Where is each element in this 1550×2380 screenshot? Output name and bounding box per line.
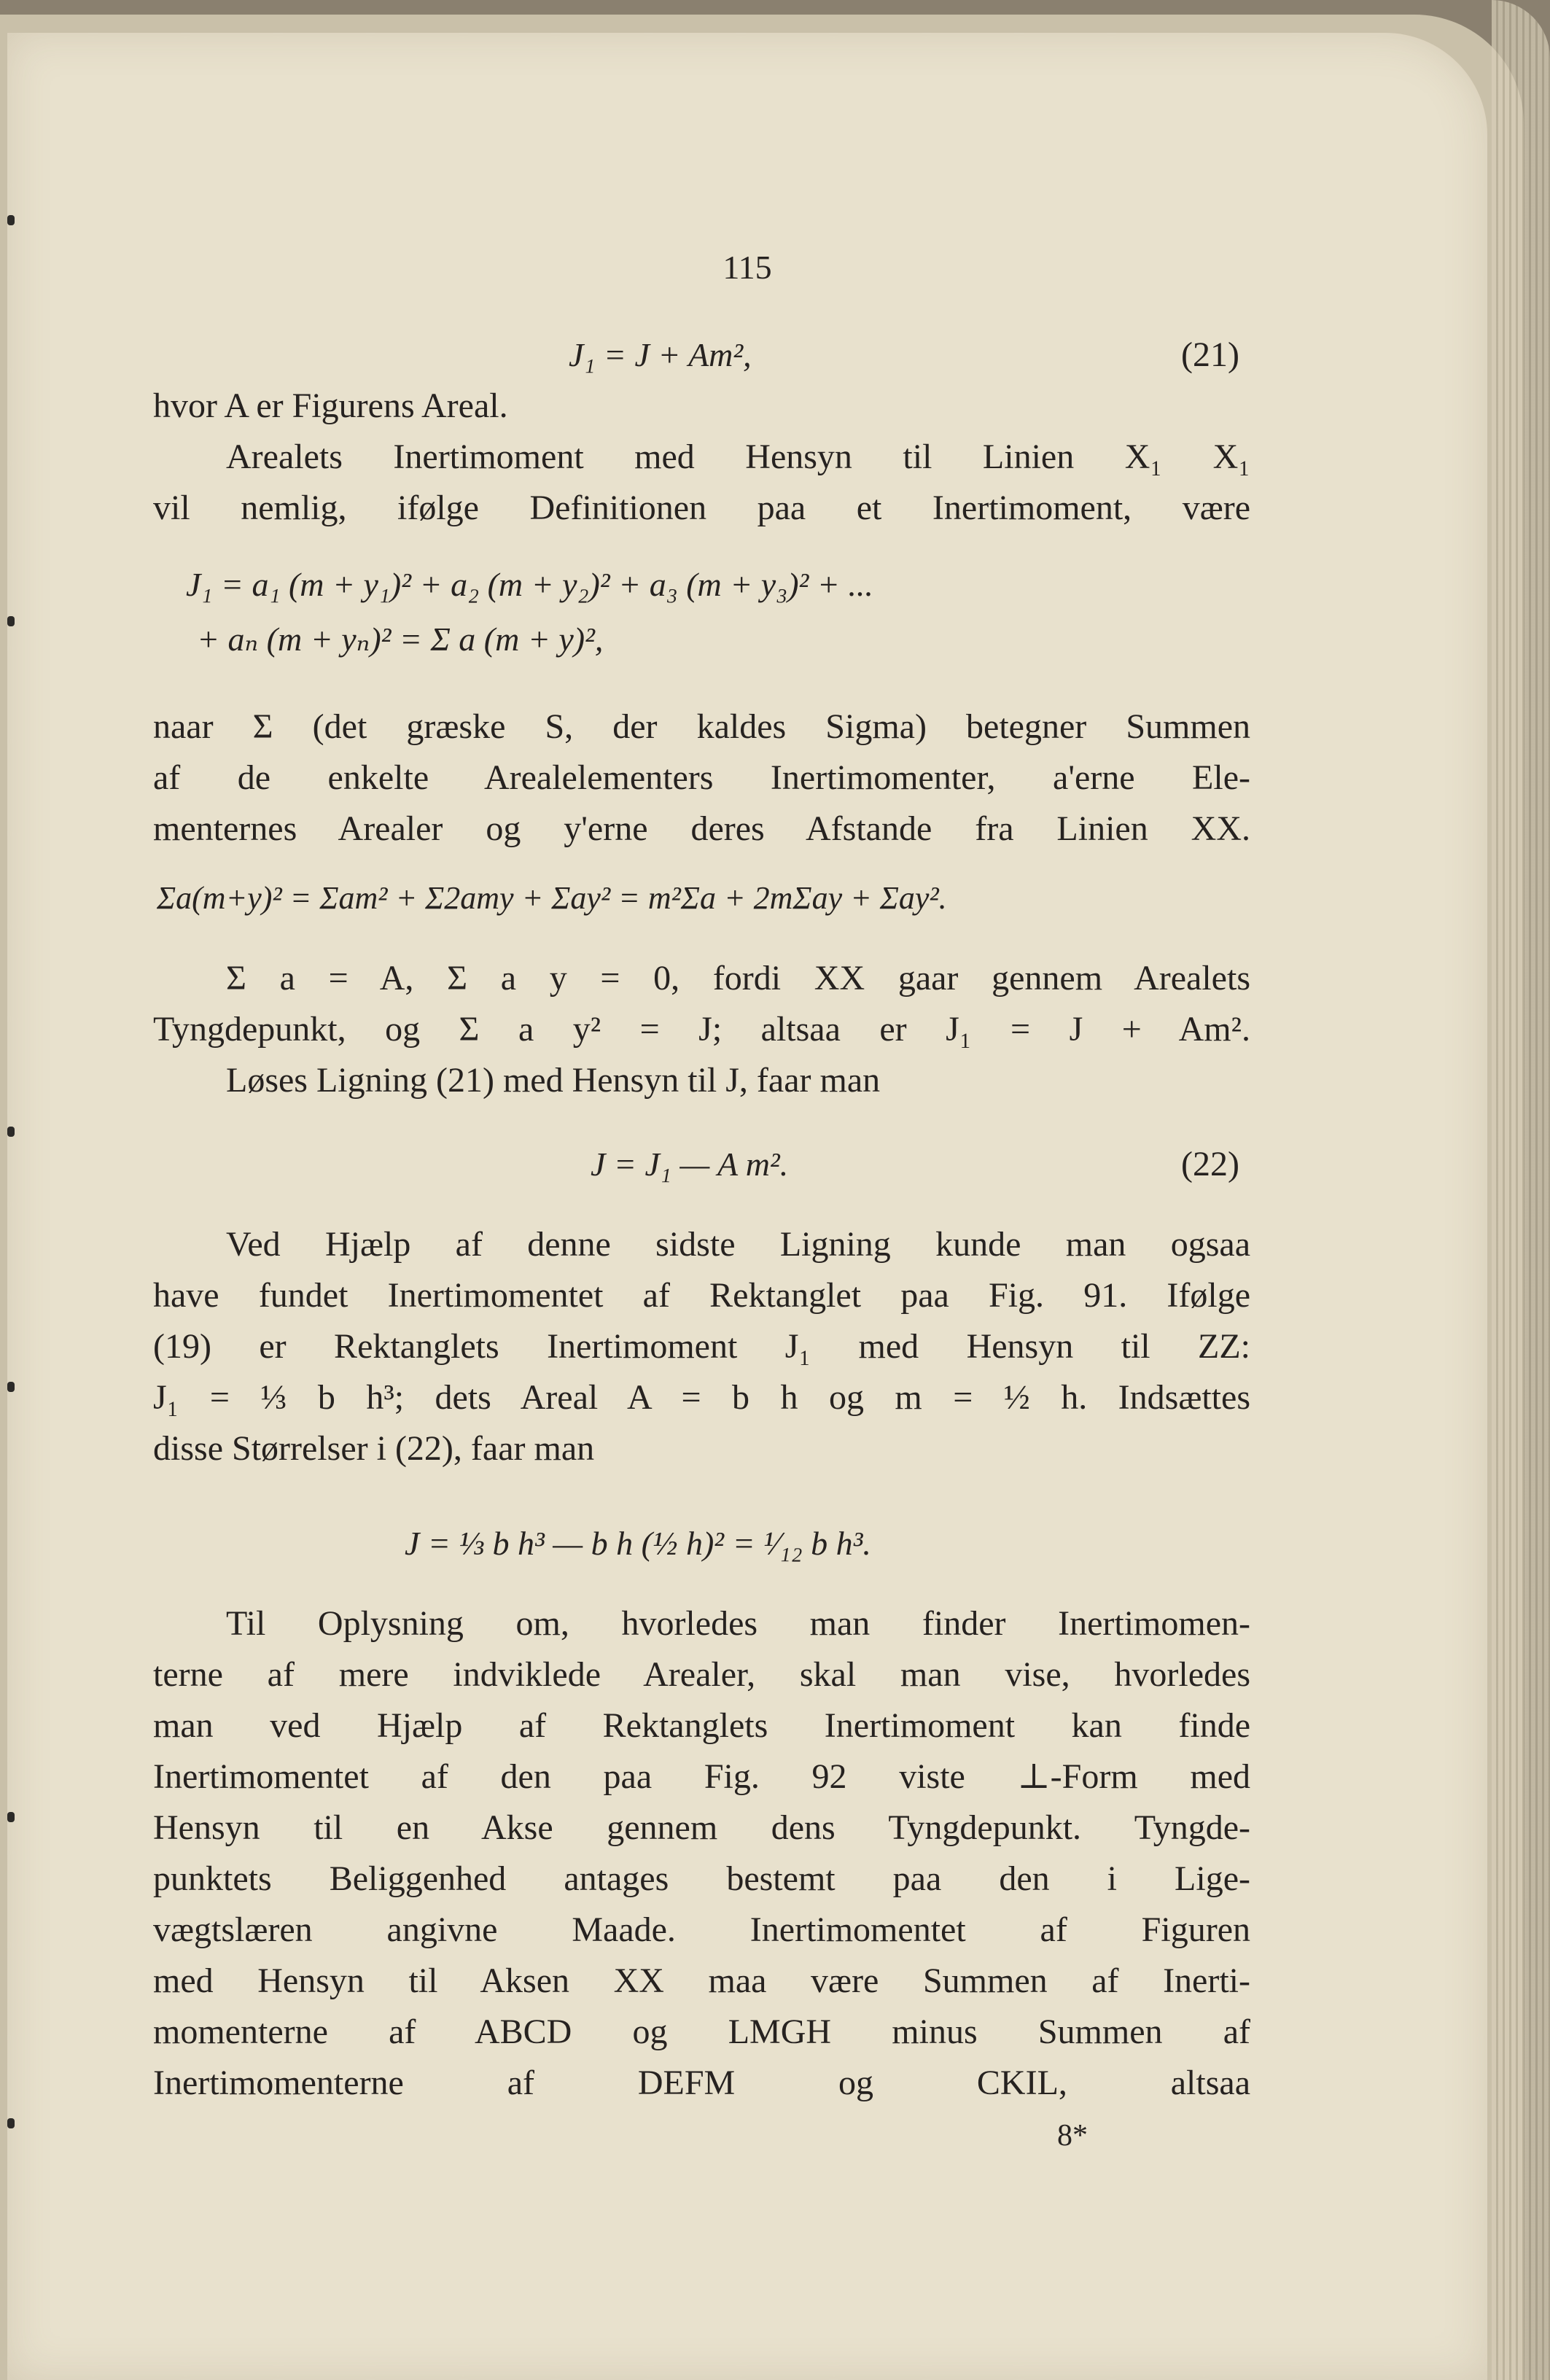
text-line: (19) er Rektanglets Inertimoment J₁ med Hensyn til ZZ: xyxy=(153,1327,1250,1366)
text-line: man ved Hjælp af Rektanglets Inertimoment kan finde xyxy=(153,1706,1250,1745)
equation-rectangle: J = ⅓ b h³ — b h (½ h)² = ¹⁄₁₂ b h³. xyxy=(405,1525,871,1562)
page-number: 115 xyxy=(723,249,772,286)
text-line: Til Oplysning om, hvorledes man finder Inertimomen- xyxy=(226,1604,1250,1643)
text-line: momenterne af ABCD og LMGH minus Summen af xyxy=(153,2012,1250,2051)
text-line: Ved Hjælp af denne sidste Ligning kunde man ogsaa xyxy=(226,1225,1250,1264)
sum-equation-line-2: + aₙ (m + yₙ)² = Σ a (m + y)², xyxy=(197,621,604,658)
equation-21: J₁ = J + Am², xyxy=(569,336,752,373)
text-line: Σ a = A, Σ a y = 0, fordi XX gaar gennem Arealets xyxy=(226,959,1250,998)
text-line: vil nemlig, ifølge Definitionen paa et Inertimoment, være xyxy=(153,489,1250,527)
equation-22: J = J₁ — A m². xyxy=(591,1146,789,1183)
expansion-equation: Σa(m+y)² = Σam² + Σ2amy + Σay² = m²Σa + 2mΣay + Σay². xyxy=(157,880,947,916)
text-line: Arealets Inertimoment med Hensyn til Linien X₁ X₁ xyxy=(226,438,1250,476)
text-line: Hensyn til en Akse gennem dens Tyngdepunkt. Tyngde- xyxy=(153,1808,1250,1847)
text-line: Inertimomenterne af DEFM og CKIL, altsaa xyxy=(153,2064,1250,2102)
text-line: naar Σ (det græske S, der kaldes Sigma) betegner Summen xyxy=(153,707,1250,746)
text-line: disse Størrelser i (22), faar man xyxy=(153,1429,595,1468)
equation-22-number: (22) xyxy=(1181,1145,1239,1183)
page-text xyxy=(7,33,1487,2380)
book-edge xyxy=(1492,0,1550,2380)
text-line: af de enkelte Arealelementers Inertimomenter, a'erne Ele- xyxy=(153,758,1250,797)
text-line: have fundet Inertimomentet af Rektanglet paa Fig. 91. Ifølge xyxy=(153,1276,1250,1315)
text-line: menternes Arealer og y'erne deres Afstande fra Linien XX. xyxy=(153,809,1250,848)
text-line: Tyngdepunkt, og Σ a y² = J; altsaa er J₁ = J + Am². xyxy=(153,1010,1250,1049)
text-line: punktets Beliggenhed antages bestemt paa den i Lige- xyxy=(153,1859,1250,1898)
sum-equation-line-1: J₁ = a₁ (m + y₁)² + a₂ (m + y₂)² + a₃ (m + y₃)² + ... xyxy=(186,566,873,603)
text-line: Løses Ligning (21) med Hensyn til J, faar man xyxy=(226,1061,881,1100)
text-line: hvor A er Figurens Areal. xyxy=(153,386,508,425)
text-line: Inertimomentet af den paa Fig. 92 viste ⊥-Form med xyxy=(153,1757,1250,1796)
book-page xyxy=(7,33,1487,2380)
text-line: terne af mere indviklede Arealer, skal man vise, hvorledes xyxy=(153,1655,1250,1694)
text-line: J₁ = ⅓ b h³; dets Areal A = b h og m = ½ h. Indsættes xyxy=(153,1378,1250,1417)
text-line: med Hensyn til Aksen XX maa være Summen af Inerti- xyxy=(153,1961,1250,2000)
equation-21-number: (21) xyxy=(1181,335,1239,374)
text-line: vægtslæren angivne Maade. Inertimomentet af Figuren xyxy=(153,1910,1250,1949)
signature-mark: 8* xyxy=(1057,2119,1088,2152)
